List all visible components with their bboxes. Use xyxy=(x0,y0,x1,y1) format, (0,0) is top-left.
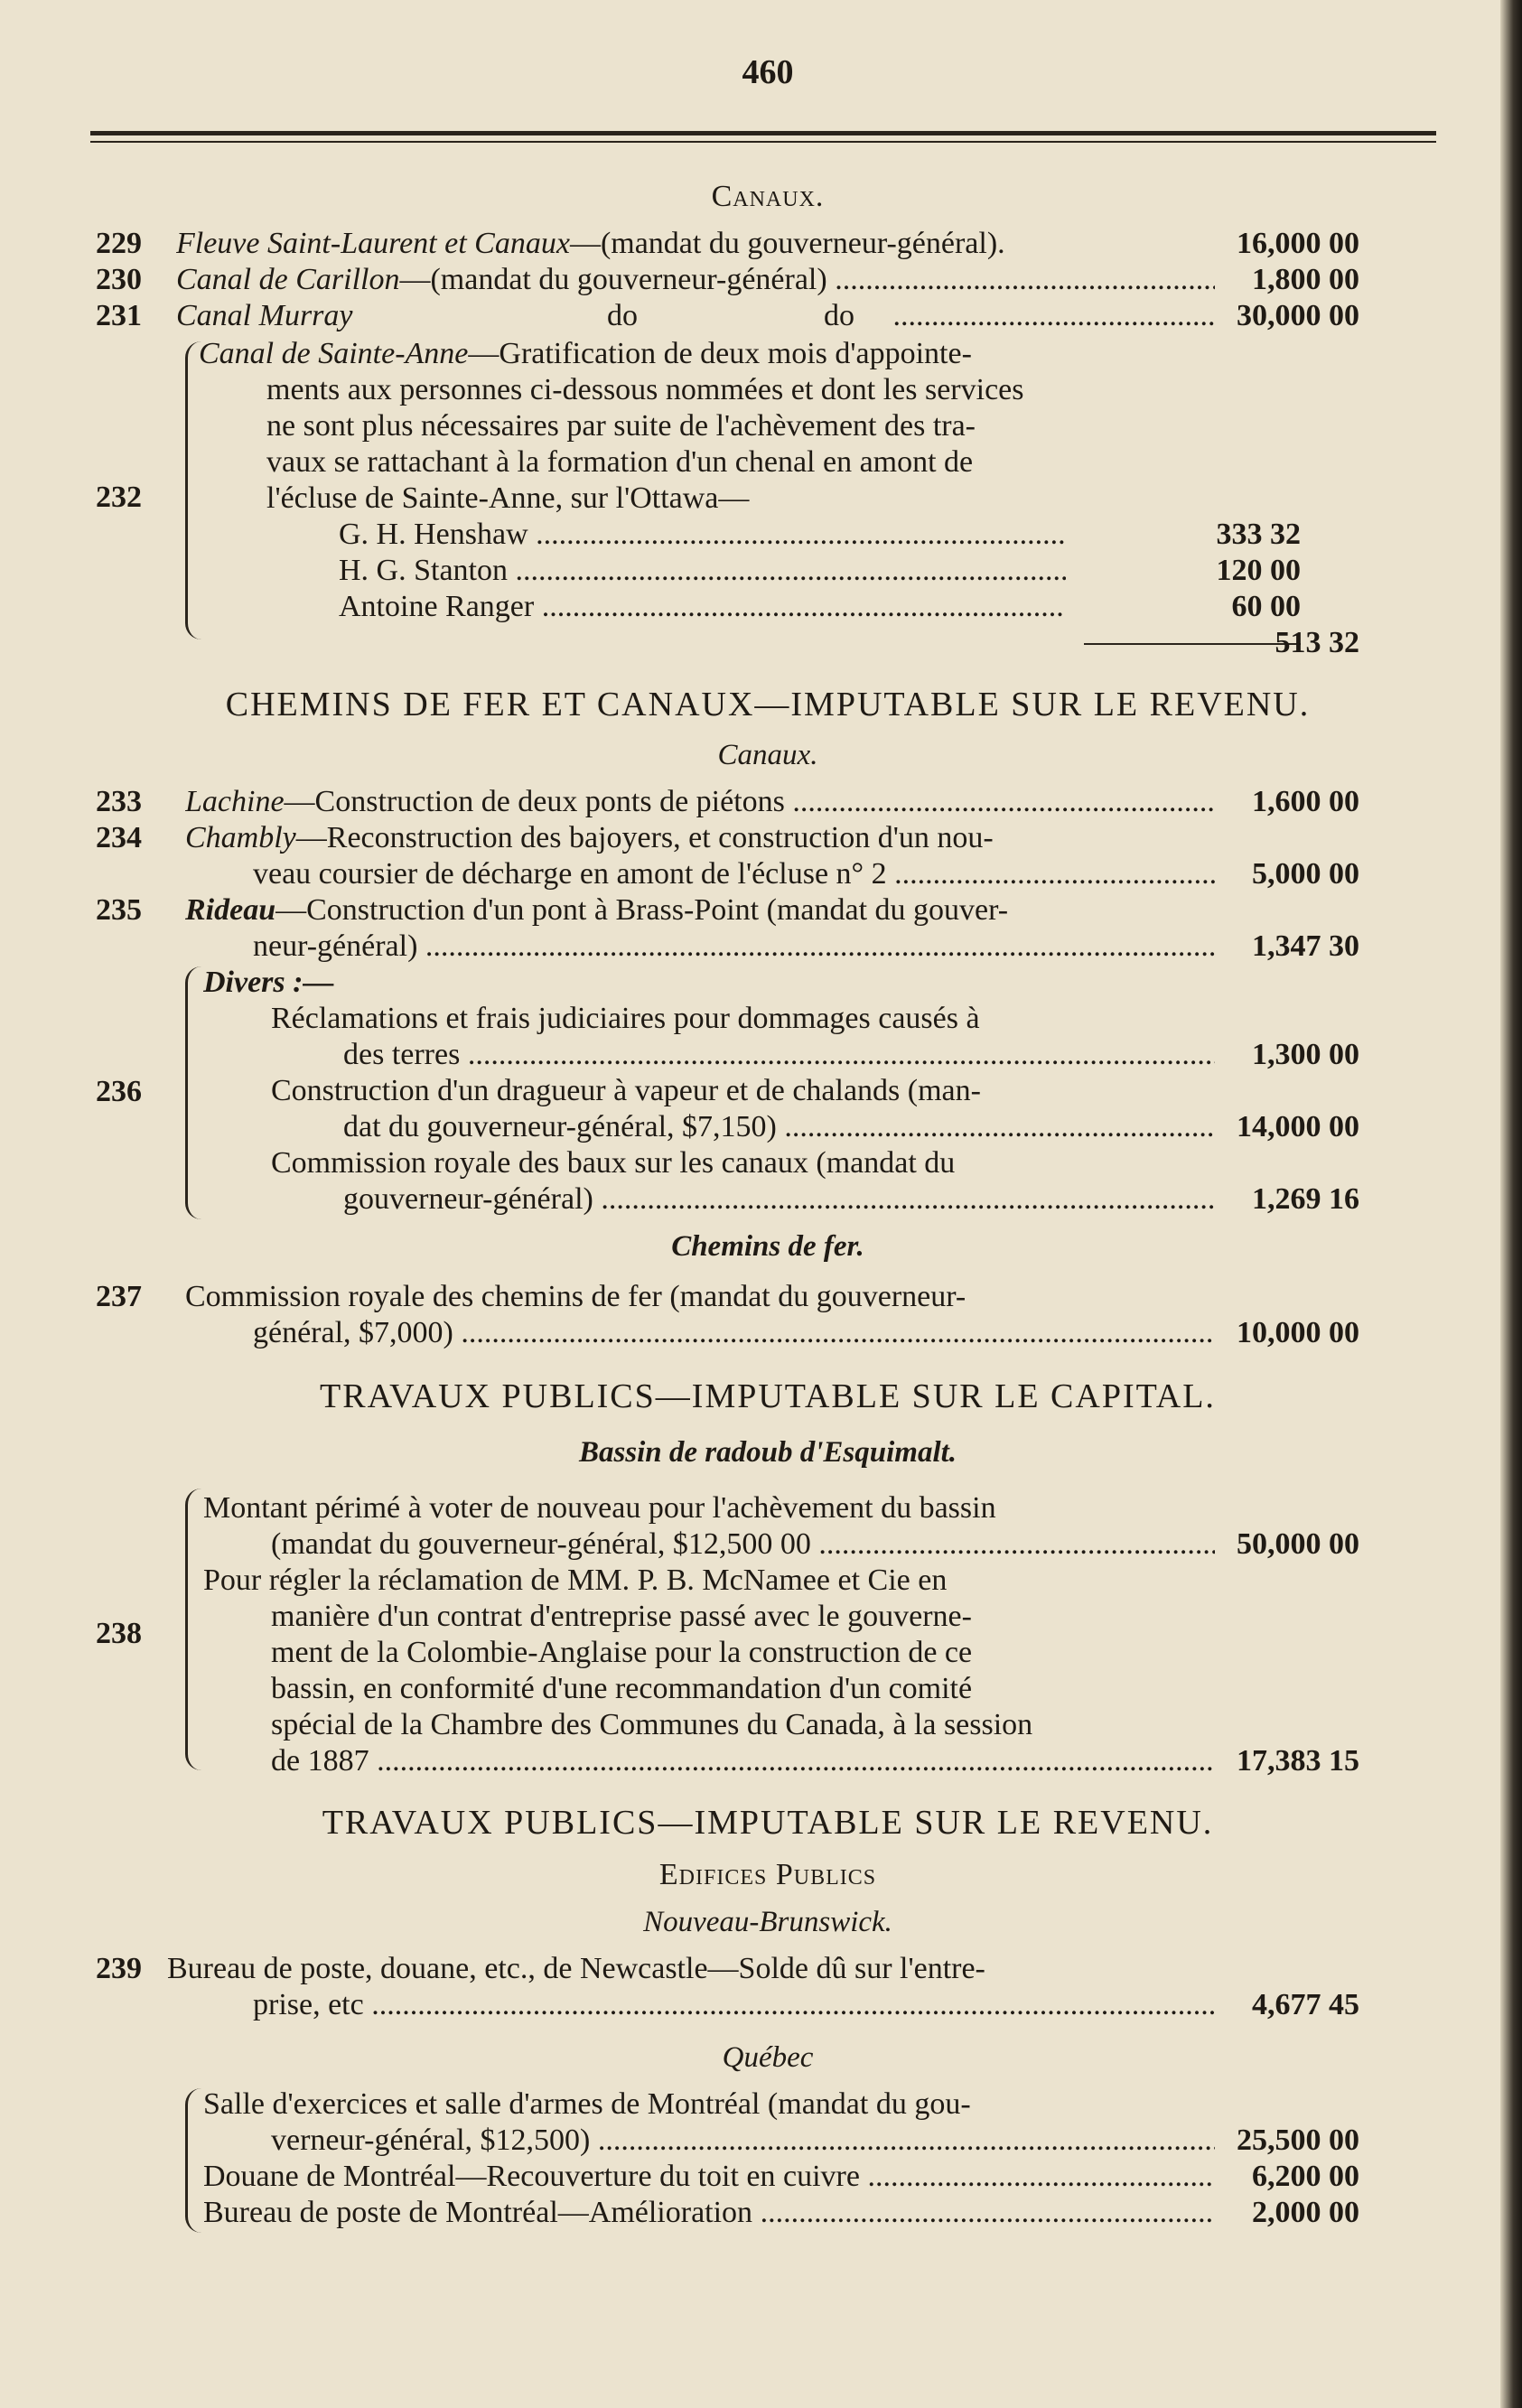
page-content xyxy=(90,0,1463,2408)
item-amount: 1,269 16 xyxy=(1252,1182,1359,1216)
item-236-b1: Construction d'un dragueur à vapeur et de chalands (man- xyxy=(271,1074,981,1107)
item-238-b1: Pour régler la réclamation de MM. P. B. McNamee et Cie en xyxy=(203,1563,948,1597)
quebec-a2: verneur-général, $12,500) ..... 25,500 00 xyxy=(90,2123,1445,2159)
item-amount: 1,800 00 xyxy=(1252,263,1359,296)
item-236-a2: des terres ..... 1,300 00 xyxy=(90,1037,1445,1073)
item-text: Chambly—Reconstruction des bajoyers, et construction d'un nou- xyxy=(185,821,994,854)
item-amount: 2,000 00 xyxy=(1252,2196,1359,2229)
item-235-line2: neur-général) ..... 1,347 30 xyxy=(90,929,1445,965)
item-number: 234 xyxy=(96,821,142,854)
item-amount: 14,000 00 xyxy=(1237,1110,1359,1143)
item-amount: 17,383 15 xyxy=(1237,1744,1359,1778)
item-number: 233 xyxy=(96,785,142,818)
item-number-238: 238 xyxy=(96,1617,142,1650)
item-number-236: 236 xyxy=(96,1075,142,1108)
item-name: Canal de Sainte-Anne xyxy=(199,337,469,370)
item-text: Fleuve Saint-Laurent et Canaux—(mandat du gouverneur-général). xyxy=(176,227,1005,260)
item-235-line1 xyxy=(90,892,1445,929)
item-238-a1: Montant périmé à voter de nouveau pour l'achèvement du bassin xyxy=(203,1491,996,1525)
item-238-b6: de 1887 ..... 17,383 15 xyxy=(90,1743,1445,1779)
item-233 xyxy=(90,784,1445,820)
item-number: 230 xyxy=(96,263,142,296)
page-edge xyxy=(1500,0,1522,2408)
item-amount: 6,200 00 xyxy=(1252,2160,1359,2193)
section-canaux: Canaux. xyxy=(711,180,825,213)
item-238-b4: bassin, en conformité d'une recommandation d'un comité xyxy=(271,1672,973,1705)
item-amount: 50,000 00 xyxy=(1237,1527,1359,1561)
item-232-line3: ne sont plus nécessaires par suite de l'achèvement des tra- xyxy=(266,409,976,443)
item-238-b2: manière d'un contrat d'entreprise passé avec le gouverne- xyxy=(271,1600,972,1633)
item-236-c2: gouverneur-général) ..... 1,269 16 xyxy=(90,1181,1445,1218)
section-travaux-capital: TRAVAUX PUBLICS—IMPUTABLE SUR LE CAPITAL. xyxy=(320,1377,1216,1415)
item-236-divers: Divers :— xyxy=(203,966,334,999)
item-amount: 4,677 45 xyxy=(1252,1988,1359,2021)
item-231 xyxy=(90,298,1445,334)
subsection-bassin: Bassin de radoub d'Esquimalt. xyxy=(578,1436,957,1469)
item-236-c1: Commission royale des baux sur les canaux (mandat du xyxy=(271,1146,956,1180)
item-amount: 1,300 00 xyxy=(1252,1038,1359,1071)
item-232-line5: l'écluse de Sainte-Anne, sur l'Ottawa— xyxy=(266,481,750,515)
section-chemins-canaux-revenu: CHEMINS DE FER ET CANAUX—IMPUTABLE SUR LE REVENU. xyxy=(225,686,1311,723)
item-number: 239 xyxy=(96,1952,142,1985)
header-rule xyxy=(90,131,1436,135)
page-number: 460 xyxy=(742,53,794,91)
item-236-a1: Réclamations et frais judiciaires pour dommages causés à xyxy=(271,1002,980,1035)
item-232-line1: Canal de Sainte-Anne—Gratification de deux mois d'appointe- xyxy=(199,337,972,370)
item-234-line1 xyxy=(90,820,1445,856)
quebec-b: Douane de Montréal—Recouverture du toit en cuivre ..... 6,200 00 xyxy=(90,2159,1445,2195)
item-238-b5: spécial de la Chambre des Communes du Canada, à la session xyxy=(271,1708,1033,1741)
item-239-line2: prise, etc ..... 4,677 45 xyxy=(90,1987,1445,2023)
item-text: Canal de Carillon—(mandat du gouverneur-général) ..... xyxy=(176,262,1215,298)
item-amount: 1,600 00 xyxy=(1252,785,1359,818)
item-amount: 25,500 00 xyxy=(1237,2123,1359,2157)
subsection-quebec: Québec xyxy=(722,2041,814,2074)
payee-henshaw: G. H. Henshaw ..... 333 32 xyxy=(90,517,1445,553)
subsection-edifices: Edifices Publics xyxy=(658,1858,877,1891)
payee-stanton: H. G. Stanton ..... 120 00 xyxy=(90,553,1445,589)
item-234-line2: veau coursier de décharge en amont de l'écluse n° 2 ..... 5,000 00 xyxy=(90,856,1445,892)
item-237-line1: 237 Commission royale des chemins de fer (mandat du gouverneur- xyxy=(96,1280,966,1313)
section-travaux-revenu: TRAVAUX PUBLICS—IMPUTABLE SUR LE REVENU. xyxy=(322,1804,1214,1842)
item-238-b3: ment de la Colombie-Anglaise pour la construction de ce xyxy=(271,1636,973,1669)
item-238-a2: (mandat du gouverneur-général, $12,500 00 ..... 50,000 00 xyxy=(90,1526,1445,1563)
item-number: 231 xyxy=(96,299,142,332)
item-229 xyxy=(90,226,1445,262)
item-number-232: 232 xyxy=(96,481,142,514)
item-amount: 1,347 30 xyxy=(1252,929,1359,963)
item-amount: 30,000 00 xyxy=(1237,299,1359,332)
ditto-mark: do xyxy=(607,299,638,332)
item-amount: 513 32 xyxy=(1275,626,1359,659)
item-amount: 16,000 00 xyxy=(1237,227,1359,260)
item-237-line2: général, $7,000) ..... 10,000 00 xyxy=(90,1315,1445,1351)
item-232-line2: ments aux personnes ci-dessous nommées et dont les services xyxy=(266,373,1024,406)
item-232-total xyxy=(90,625,1445,661)
header-rule-thin xyxy=(90,141,1436,143)
item-232-line4: vaux se rattachant à la formation d'un chenal en amont de xyxy=(266,445,974,479)
quebec-a1: Salle d'exercices et salle d'armes de Montréal (mandat du gou- xyxy=(203,2087,971,2121)
item-name: Canal Murray xyxy=(176,299,353,332)
item-text: Rideau—Construction d'un pont à Brass-Point (mandat du gouver- xyxy=(185,893,1009,927)
item-236-b2: dat du gouverneur-général, $7,150) ..... 14,000 00 xyxy=(90,1109,1445,1145)
item-number: 237 xyxy=(96,1280,142,1313)
item-number: 235 xyxy=(96,893,142,927)
subsection-chemins-de-fer: Chemins de fer. xyxy=(671,1230,864,1263)
item-amount: 10,000 00 xyxy=(1237,1316,1359,1349)
ditto-mark: do ..... xyxy=(824,298,1215,334)
subsection-canaux: Canaux. xyxy=(717,739,818,771)
item-number: 229 xyxy=(96,227,142,260)
quebec-c: Bureau de poste de Montréal—Amélioration ..... 2,000 00 xyxy=(90,2195,1445,2231)
item-amount: 5,000 00 xyxy=(1252,857,1359,891)
payee-ranger: Antoine Ranger ..... 60 00 xyxy=(90,589,1445,625)
item-239-line1: 239 Bureau de poste, douane, etc., de Newcastle—Solde dû sur l'entre- xyxy=(96,1952,985,1985)
item-text: Lachine—Construction de deux ponts de piétons ..... xyxy=(185,784,1215,820)
subsection-nouveau-brunswick: Nouveau-Brunswick. xyxy=(643,1906,892,1938)
item-230 xyxy=(90,262,1445,298)
